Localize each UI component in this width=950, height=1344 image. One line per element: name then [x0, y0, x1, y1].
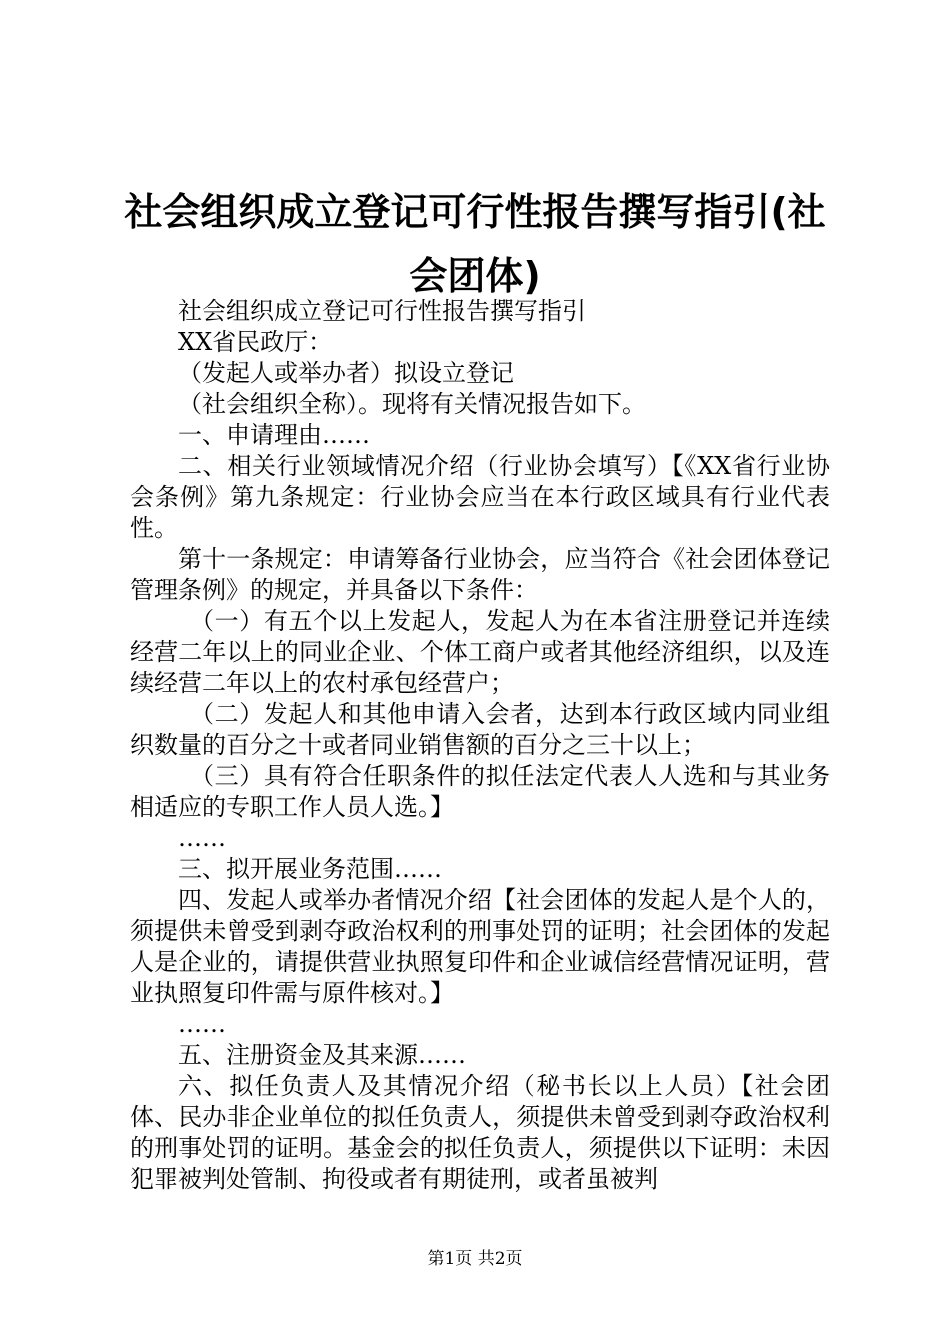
body-paragraph: 第十一条规定：申请筹备行业协会，应当符合《社会团体登记管理条例》的规定，并具备以下条件： [130, 545, 830, 604]
body-paragraph: 六、拟任负责人及其情况介绍（秘书长以上人员）【社会团体、民办非企业单位的拟任负责人，须提供未曾受到剥夺政治权利的刑事处罚的证明。基金会的拟任负责人，须提供以下证明：未因犯罪被判处管制、拘役或者有期徒刑，或者虽被判 [130, 1072, 830, 1193]
body-paragraph: 五、注册资金及其来源…… [178, 1041, 466, 1069]
body-paragraph: （二）发起人和其他申请入会者，达到本行政区域内同业组织数量的百分之十或者同业销售额的百分之三十以上； [130, 700, 830, 759]
body-paragraph: 四、发起人或举办者情况介绍【社会团体的发起人是个人的，须提供未曾受到剥夺政治权利的刑事处罚的证明；社会团体的发起人是企业的，请提供营业执照复印件和企业诚信经营情况证明，营业执照复印件需与原件核对。】 [130, 886, 830, 1007]
body-paragraph: 二、相关行业领域情况介绍（行业协会填写）【《XX省行业协会条例》第九条规定：行业协会应当在本行政区域具有行业代表性。 [130, 452, 830, 542]
body-paragraph: …… [178, 1010, 226, 1038]
body-paragraph: …… [178, 824, 226, 852]
body-paragraph: 三、拟开展业务范围…… [178, 855, 442, 883]
body-paragraph: 一、申请理由…… [178, 421, 370, 449]
page-footer: 第1页 共2页 [427, 1249, 523, 1269]
body-paragraph: 社会组织成立登记可行性报告撰写指引 [178, 297, 586, 325]
body-paragraph: （三）具有符合任职条件的拟任法定代表人人选和与其业务相适应的专职工作人员人选。】 [130, 762, 830, 821]
body-paragraph: （发起人或举办者）拟设立登记 [178, 359, 514, 387]
document-body [130, 296, 830, 1195]
body-paragraph: （社会组织全称）。现将有关情况报告如下。 [178, 390, 646, 418]
document-title: 社会组织成立登记可行性报告撰写指引(社会团体) [124, 190, 826, 298]
body-paragraph: XX省民政厅： [178, 328, 333, 356]
body-paragraph: （一）有五个以上发起人，发起人为在本省注册登记并连续经营二年以上的同业企业、个体工商户或者其他经济组织，以及连续经营二年以上的农村承包经营户； [130, 607, 830, 697]
